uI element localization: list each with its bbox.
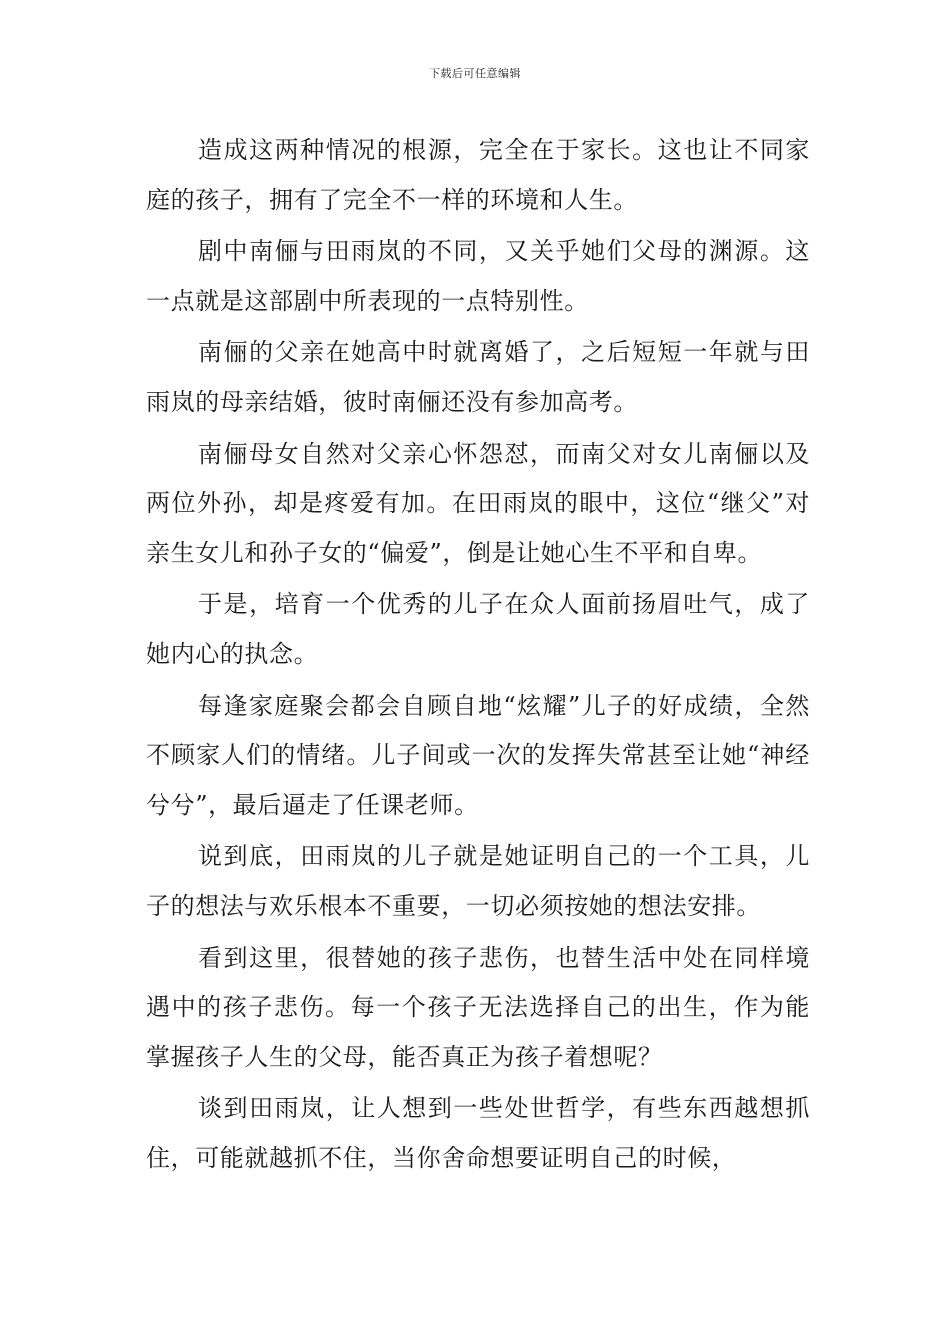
paragraph: 南俪母女自然对父亲心怀怨怼，而南父对女儿南俪以及两位外孙，却是疼爱有加。在田雨岚的眼中，这位“继父”对亲生女儿和孙子女的“偏爱”，倒是让她心生不平和自卑。 — [146, 439, 810, 567]
article-body — [146, 126, 810, 1185]
paragraph: 说到底，田雨岚的儿子就是她证明自己的一个工具，儿子的想法与欢乐根本不重要，一切必须按她的想法安排。 — [146, 842, 810, 920]
paragraph: 每逢家庭聚会都会自顾自地“炫耀”儿子的好成绩，全然不顾家人们的情绪。儿子间或一次的发挥失常甚至让她“神经兮兮”，最后逼走了任课老师。 — [146, 691, 810, 819]
paragraph: 剧中南俪与田雨岚的不同，又关乎她们父母的渊源。这一点就是这部剧中所表现的一点特别性。 — [146, 237, 810, 315]
paragraph: 南俪的父亲在她高中时就离婚了，之后短短一年就与田雨岚的母亲结婚，彼时南俪还没有参加高考。 — [146, 338, 810, 416]
paragraph: 造成这两种情况的根源，完全在于家长。这也让不同家庭的孩子，拥有了完全不一样的环境和人生。 — [146, 136, 810, 214]
page-header-note: 下载后可任意编辑 — [429, 67, 521, 80]
paragraph: 谈到田雨岚，让人想到一些处世哲学，有些东西越想抓住，可能就越抓不住，当你舍命想要证明自己的时候， — [146, 1094, 810, 1172]
paragraph: 看到这里，很替她的孩子悲伤，也替生活中处在同样境遇中的孩子悲伤。每一个孩子无法选择自己的出生，作为能掌握孩子人生的父母，能否真正为孩子着想呢？ — [146, 943, 810, 1071]
paragraph: 于是，培育一个优秀的儿子在众人面前扬眉吐气，成了她内心的执念。 — [146, 590, 810, 668]
